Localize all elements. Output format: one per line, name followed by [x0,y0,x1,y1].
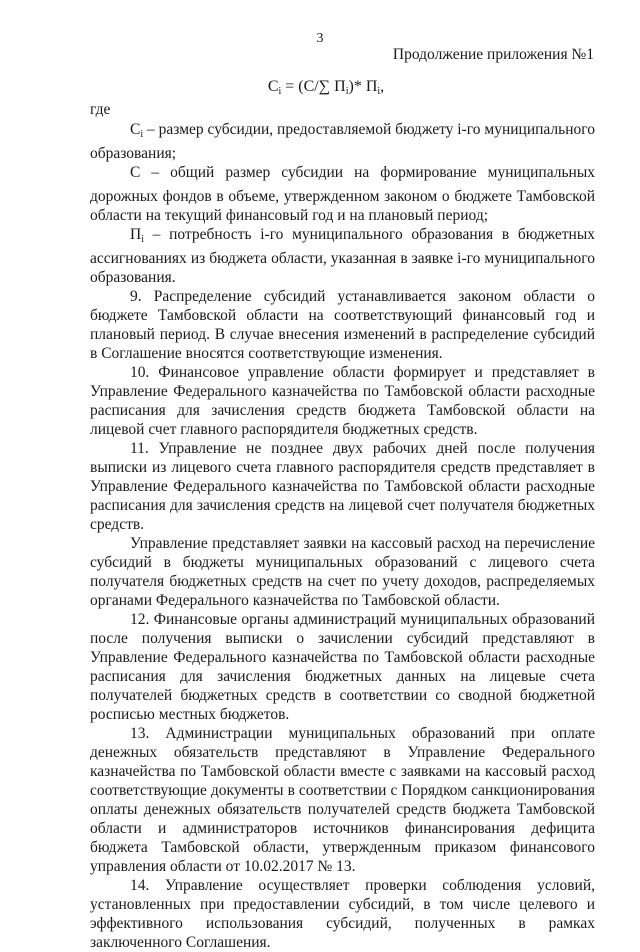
definition-text: – общий размер субсидии на формирование муниципальных дорожных фондов в объеме, утвержденном законом о бюджете Тамбовской области на текущий финансовый год и на плановый период; [90,164,595,224]
page-number: 3 [316,31,324,46]
definition-item [90,163,595,225]
where-label: где [90,101,111,118]
definition-text: – размер субсидии, предоставляемой бюджету i-го муниципального образования; [90,121,595,162]
formula-tail: )* П [348,78,378,95]
definition-item [90,120,595,163]
paragraph-13: 13. Администрации муниципальных образований при оплате денежных обязательств представляют в Управление Федерального казначейства по Тамбовской области вместе с заявками на кассовый расход соответствующие документы в соответствии с Порядком санкционирования оплаты денежных обязательств получателей средств бюджета Тамбовской области и администраторов источников финансирования дефицита бюджета Тамбовской области, утвержденным приказом финансового управления области от 10.02.2017 № 13. [90,725,595,875]
definition-symbol: $П_i$ [130,226,144,245]
definition-item [90,225,595,287]
paragraph-9: 9. Распределение субсидий устанавливается законом области о бюджете Тамбовской области на соответствующий финансовый год и плановый период. В случае внесения изменений в распределение субсидий в Соглашение вносятся соответствующие изменения. [90,288,595,362]
formula-middle: = (С/∑ П [281,78,346,95]
formula-middle-sub: i [345,86,349,97]
appendix-label: Продолжение приложения №1 [392,46,594,63]
paragraph-11: 11. Управление не позднее двух рабочих дней после получения выписки из лицевого счета главного распорядителя средств представляет в Управление Федерального казначейства по Тамбовской области расходные расписания для зачисления средств на лицевой счет получателя бюджетных средств. [90,440,595,533]
definition-symbol: $C_i$ [130,121,144,140]
paragraph-11-continuation: Управление представляет заявки на кассовый расход на перечисление субсидий в бюджеты муниципальных образований с лицевого счета получателя бюджетных средств на счет по учету доходов, распределяемых органами Федерального казначейства по Тамбовской области. [90,535,595,609]
formula-tail-sub: i [377,86,381,97]
body-text [90,100,595,952]
subsidy-formula [0,78,640,101]
paragraph-14: 14. Управление осуществляет проверки соблюдения условий, установленных при предоставлении субсидий, в том числе целевого и эффективного использования субсидий, полученных в рамках заключенного Соглашения. [90,877,595,951]
formula-lhs-sub: i [278,86,282,97]
formula-lhs: C [267,78,279,95]
paragraph-12: 12. Финансовые органы администраций муниципальных образований после получения выписки о зачислении субсидий представляют в Управление Федерального казначейства по Тамбовской области расходные расписания для зачисления бюджетных данных на лицевые счета получателей бюджетных средств в соответствии со сводной бюджетной росписью местных бюджетов. [90,611,595,723]
formula-end: , [380,78,385,95]
definition-symbol: С [130,164,141,181]
definition-text: – потребность i-го муниципального образования в бюджетных ассигнованиях из бюджета области, указанная в заявке i-го муниципального образования. [90,226,595,286]
paragraph-10: 10. Финансовое управление области формирует и представляет в Управление Федерального казначейства по Тамбовской области расходные расписания для зачисления средств бюджета Тамбовской области на лицевой счет главного распорядителя бюджетных средств. [90,364,595,438]
